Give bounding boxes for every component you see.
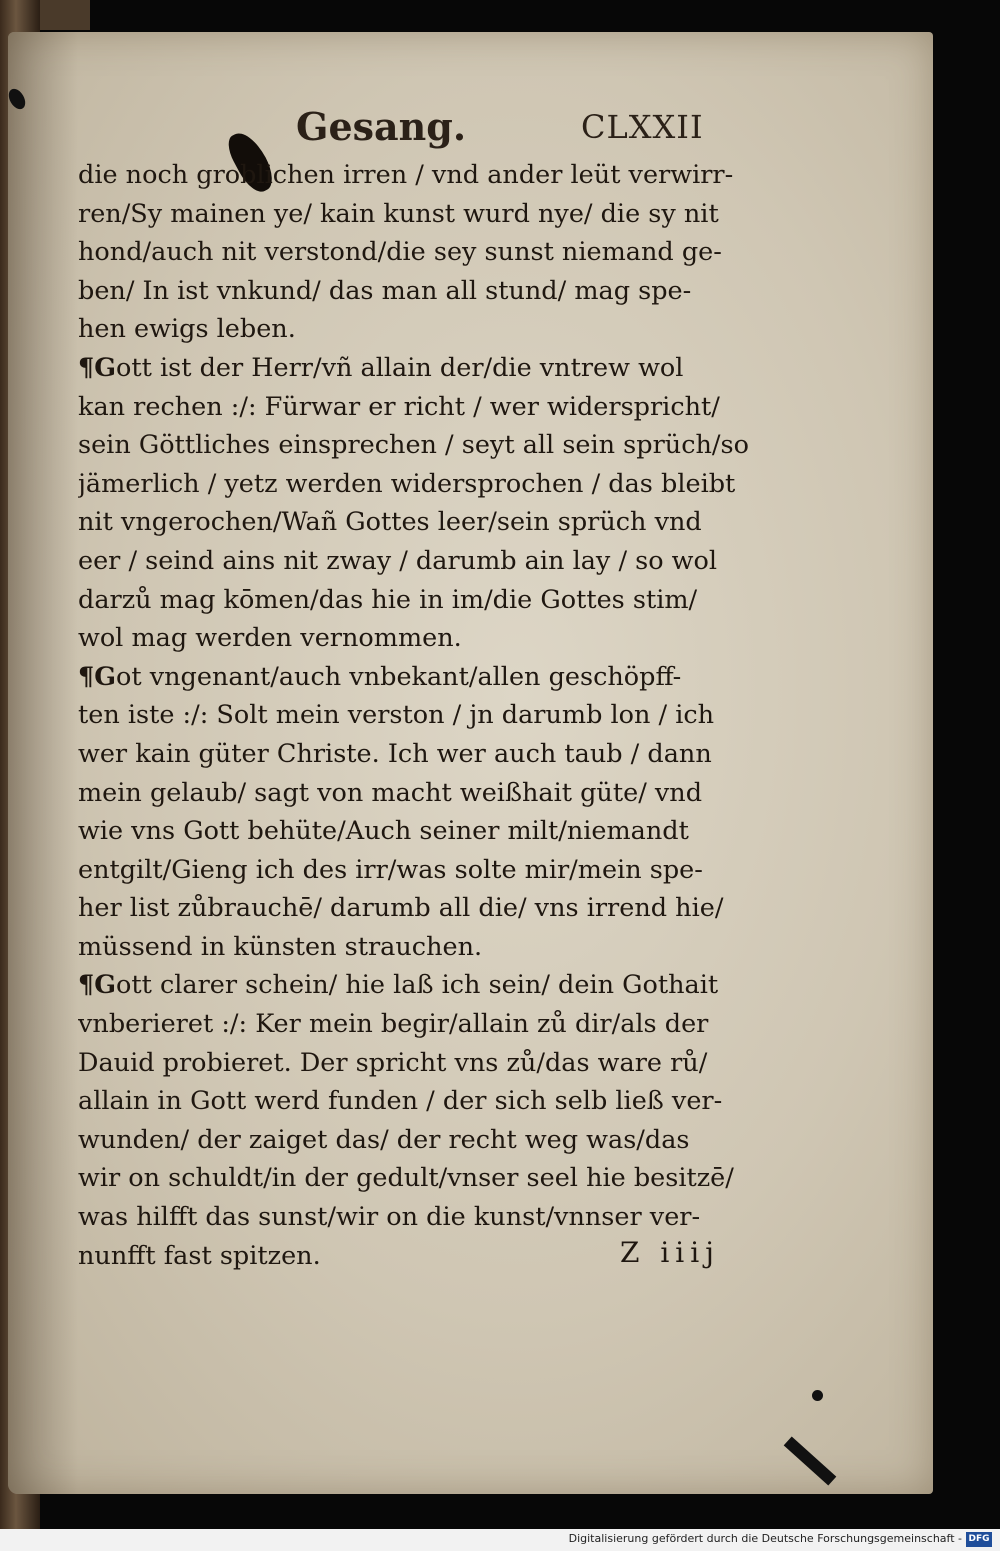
digitization-footer [0,1529,1000,1551]
text-line: ren/Sy mainen ye/ kain kunst wurd nye/ die sy nit [78,198,719,229]
text-line: nit vngerochen/Wañ Gottes leer/sein sprüch vnd [78,507,702,538]
text-line: wie vns Gott behüte/Auch seiner milt/niemandt [78,816,689,847]
text-line: kan rechen :/: Fürwar er richt / wer widerspricht/ [78,391,720,422]
text-line: sein Göttliches einsprechen / seyt all sein sprüch/so [78,430,749,461]
text-line: nunfft fast spitzen. [78,1240,321,1271]
funding-credit: Digitalisierung gefördert durch die Deutsche Forschungsgemeinschaft - [568,1532,962,1545]
text-line: wol mag werden vernommen. [78,623,462,654]
text-line: hond/auch nit verstond/die sey sunst niemand ge- [78,237,722,268]
text-line: mein gelaub/ sagt von macht weißhait güte/ vnd [78,777,703,808]
stanza-start-line: ¶Got vngenant/auch vnbekant/allen geschöpff- [78,661,682,692]
text-line: jämerlich / yetz werden widersprochen / das bleibt [78,468,736,499]
text-line: allain in Gott werd funden / der sich selb ließ ver- [78,1086,723,1117]
text-line: die noch groblichen irren / vnd ander leüt verwirr- [78,160,734,190]
text-line: was hilfft das sunst/wir on die kunst/vnnser ver- [78,1202,701,1233]
running-title: Gesang. [296,104,467,149]
text-line: wer kain güter Christe. Ich wer auch taub / dann [78,738,712,769]
body-text [78,156,798,1275]
text-line: vnberieret :/: Ker mein begir/allain zů dir/als der [78,1009,709,1040]
text-line: hen ewigs leben. [78,314,296,345]
text-line: her list zůbrauchē/ darumb all die/ vns irrend hie/ [78,893,724,924]
folio-number: CLXXII [581,108,704,146]
text-line: eer / seind ains nit zway / darumb ain lay / so wol [78,545,718,576]
text-line: ten iste :/: Solt mein verston / jn darumb lon / ich [78,700,715,731]
text-line: Dauid probieret. Der spricht vns zů/das ware rů/ [78,1047,708,1078]
signature-mark: Z iiij [620,1236,720,1269]
text-line: wunden/ der zaiget das/ der recht weg was/das [78,1124,690,1155]
dfg-logo-icon[interactable]: DFG [966,1532,992,1547]
stanza-start-line: ¶Gott clarer schein/ hie laß ich sein/ dein Gothait [78,970,719,1001]
ink-spot [812,1390,823,1401]
stanza-start-line: ¶Gott ist der Herr/vñ allain der/die vntrew wol [78,352,684,383]
text-line: müssend in künsten strauchen. [78,931,483,962]
gutter-shadow [8,32,78,1494]
text-line: ben/ In ist vnkund/ das man all stund/ mag spe- [78,275,692,306]
text-line: entgilt/Gieng ich des irr/was solte mir/mein spe- [78,854,703,885]
page-header [296,104,816,154]
text-line: darzů mag kōmen/das hie in im/die Gottes stim/ [78,584,698,615]
text-line: wir on schuldt/in der gedult/vnser seel hie besitzē/ [78,1163,734,1194]
